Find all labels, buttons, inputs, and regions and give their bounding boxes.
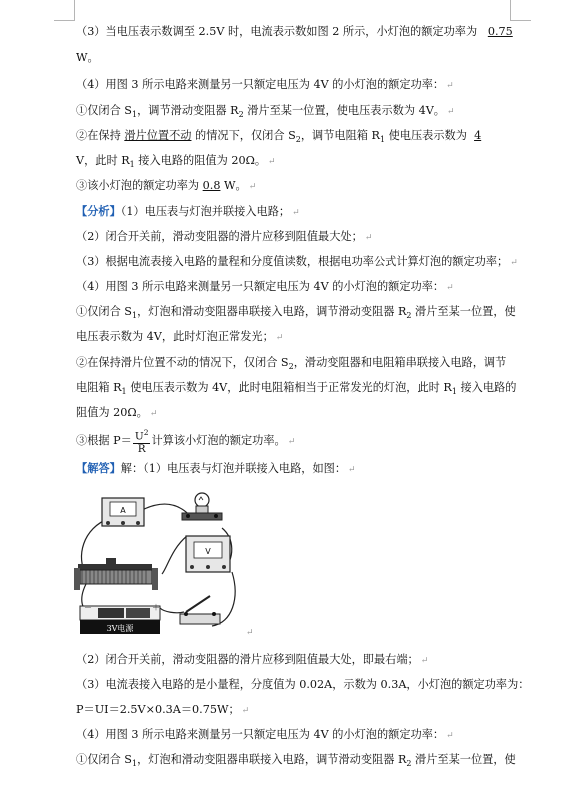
circuit-diagram [72,488,242,638]
battery-label: 3V电源 [106,624,134,633]
text-line: ③该小灯泡的额定功率为 0.8 W。 ↵ [76,179,257,192]
rheostat-icon [74,558,158,590]
light-bulb-icon [182,493,222,520]
text-line: （4）用图 3 所示电路来测量另一只额定电压为 4V 的小灯泡的额定功率： ↵ [76,78,454,91]
text-line: ①仅闭合 $S_1$，灯泡和滑动变阻器串联接入电路，调节滑动变阻器 $R_2$ 滑片至某一位置，使 [76,305,516,321]
battery-icon [80,603,160,634]
text-line: ②在保持滑片位置不动的情况下，仅闭合 $S_2$，滑动变阻器和电阻箱串联接入电路，调节 [76,356,507,372]
text-line: 电压表示数为 4V，此时灯泡正常发光； ↵ [76,330,284,343]
text-line: ①仅闭合 $S_1$，灯泡和滑动变阻器串联接入电路，调节滑动变阻器 $R_2$ 滑片至某一位置，使 [76,753,516,769]
ammeter-icon [102,498,144,526]
text-line: 电阻箱 $R_1$ 使电压表示数为 4V，此时电阻箱相当于正常发光的灯泡，此时 $R_1$ 接入电路的 [76,381,517,397]
text-line: ③根据 P＝ $\frac{U^2}{R}$ 计算该小灯泡的额定功率。 ↵ [76,428,296,455]
voltmeter-icon [186,536,230,572]
solution-tag: 【解答】 [76,462,121,475]
text-line: （2）闭合开关前，滑动变阻器的滑片应移到阻值最大处； ↵ [76,230,373,243]
answer-blank: 滑片位置不动 [124,129,192,142]
power-formula-fraction: $\frac{U^2}{R}$ [134,428,149,455]
text-line: （4）用图 3 所示电路来测量另一只额定电压为 4V 的小灯泡的额定功率： ↵ [76,728,454,741]
battery-neg-terminal: － [84,603,92,612]
text-line: V，此时 $R_1$ 接入电路的阻值为 20Ω。 ↵ [76,154,276,170]
text-line: 阻值为 20Ω。 ↵ [76,406,158,419]
answer-blank: 0.8 [202,179,221,192]
text-line: ②在保持 滑片位置不动 的情况下，仅闭合 $S_2$，调节电阻箱 $R_1$ 使电压表示数为 4 [76,129,482,145]
page-corner-mark [510,0,531,21]
answer-blank: 4 [474,129,482,142]
paragraph-mark: ↵ [246,628,254,638]
text-line: （4）用图 3 所示电路来测量另一只额定电压为 4V 的小灯泡的额定功率： ↵ [76,280,454,293]
switch-icon [180,596,220,624]
voltmeter-label: V [205,547,211,556]
text-line: （3）电流表接入电路的是小量程，分度值为 0.02A，示数为 0.3A，小灯泡的额定功率为： [76,678,530,691]
text-line: 【解答】解：（1）电压表与灯泡并联接入电路，如图： ↵ [76,462,356,475]
text-line: （2）闭合开关前，滑动变阻器的滑片应移到阻值最大处，即最右端； ↵ [76,653,429,666]
text-line: 【分析】（1）电压表与灯泡并联接入电路； ↵ [76,205,300,218]
text-line: ①仅闭合 $S_1$，调节滑动变阻器 $R_2$ 滑片至某一位置，使电压表示数为 4V。 ↵ [76,104,455,120]
answer-blank: 0.75 [487,25,513,38]
text-line: P＝UI＝2.5V×0.3A＝0.75W； ↵ [76,703,250,716]
ammeter-label: A [120,506,126,515]
battery-pos-terminal: ＋ [152,603,160,612]
analysis-tag: 【分析】 [76,205,121,218]
text-line: W。 [76,51,99,64]
page-corner-mark [54,0,75,21]
text-line: （3）当电压表示数调至 2.5V 时，电流表示数如图 2 所示，小灯泡的额定功率为 0.75 [76,25,513,38]
text-line: （3）根据电流表接入电路的量程和分度值读数，根据电功率公式计算灯泡的额定功率； ↵ [76,255,518,268]
